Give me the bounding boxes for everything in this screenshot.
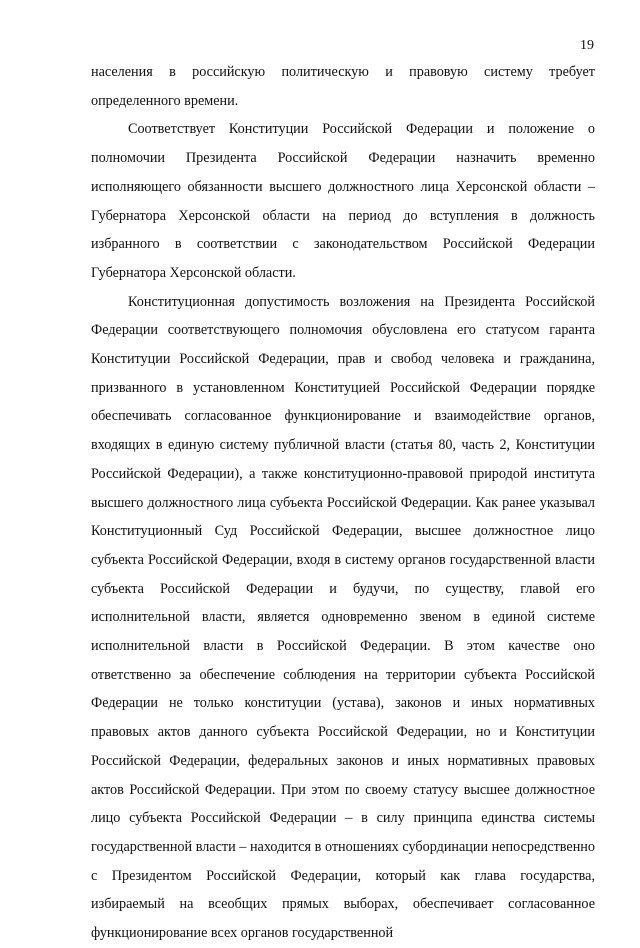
page-number: 19: [580, 38, 594, 53]
paragraph-constitutional-admissibility: Конституционная допустимость возложения на Президента Российской Федерации соответствующего полномочия обусловлена его статусом гаранта Конституции Российской Федерации, прав и свобод человека и гражданина, призванного в установленном Конституцией Российской Федерации порядке обеспечивать согласованное функционирование и взаимодействие органов, входящих в единую систему публичной власти (статья 80, часть 2, Конституции Российской Федерации), а также конституционно-правовой природой института высшего должностного лица субъекта Российской Федерации. Как ранее указывал Конституционный Суд Российской Федерации, высшее должностное лицо субъекта Российской Федерации, входя в систему органов государственной власти субъекта Российской Федерации и будучи, по существу, главой его исполнительной власти, является одновременно звеном в единой системе исполнительной власти в Российской Федерации. В этом качестве оно ответственно за обеспечение соблюдения на территории субъекта Российской Федерации не только конституции (устава), законов и иных нормативных правовых актов данного субъекта Российской Федерации, но и Конституции Российской Федерации, федеральных законов и иных нормативных правовых актов Российской Федерации. При этом по своему статусу высшее должностное лицо субъекта Российской Федерации – в силу принципа единства системы государственной власти – находится в отношениях субординации непосредственно с Президентом Российской Федерации, который как глава государства, избираемый на всеобщих прямых выборах, обеспечивает согласованное функционирование всех органов государственной: [91, 293, 595, 942]
paragraph-governor-appointment: Соответствует Конституции Российской Федерации и положение о полномочии Президента Российской Федерации назначить временно исполняющего обязанности высшего должностного лица Херсонской области – Губернатора Херсонской области на период до вступления в должность избранного в соответствии с законодательством Российской Федерации Губернатора Херсонской области.: [91, 121, 595, 281]
paragraph-continuation: населения в российскую политическую и правовую систему требует определенного времени.: [91, 64, 595, 109]
document-body: [91, 58, 595, 948]
